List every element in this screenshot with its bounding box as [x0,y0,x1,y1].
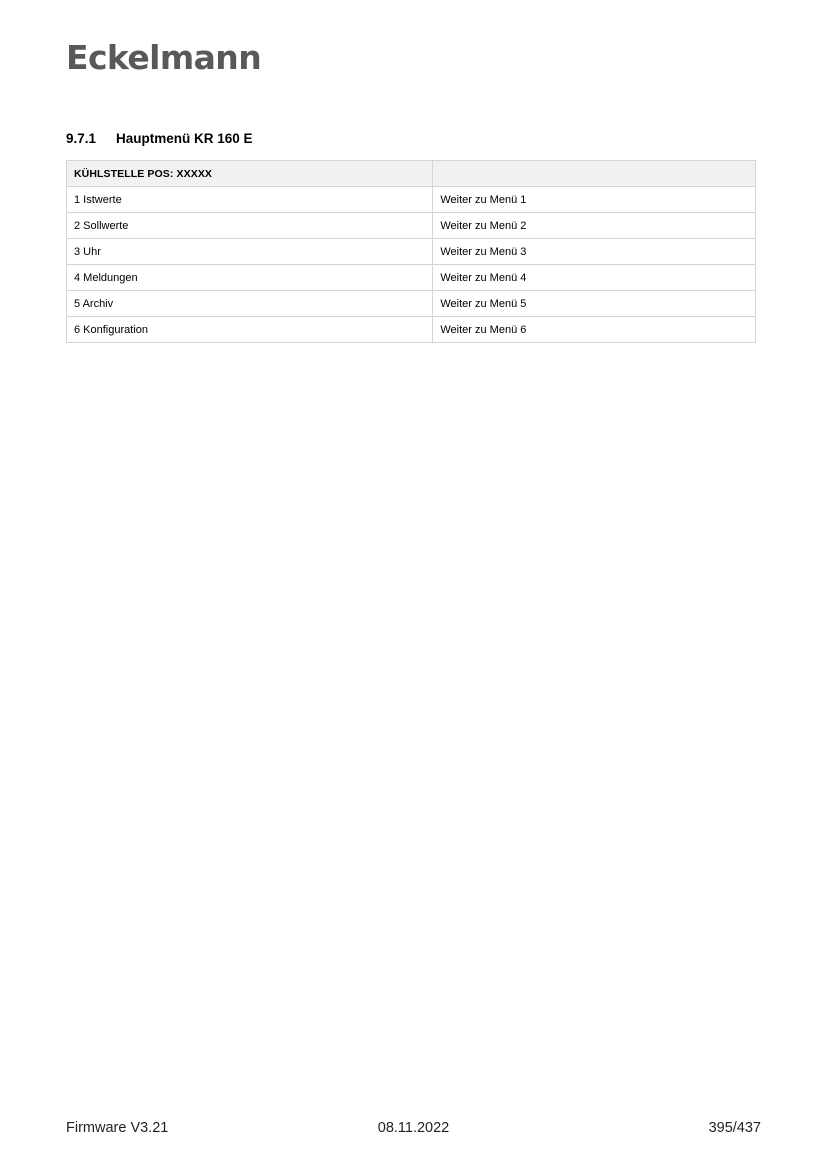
menu-entry-label: 6 Konfiguration [67,317,433,343]
page-footer [0,1120,827,1144]
menu-entry-action: Weiter zu Menü 1 [433,187,756,213]
menu-entry-label: 5 Archiv [67,291,433,317]
table-row [67,213,756,239]
table-row [67,187,756,213]
section-heading [66,131,253,146]
section-title: Hauptmenü KR 160 E [116,131,253,146]
table-header-cell-blank [433,161,756,187]
menu-entry-label: 3 Uhr [67,239,433,265]
table-row [67,291,756,317]
footer-page-number: 395/437 [708,1120,761,1136]
table-header [67,161,756,187]
menu-entry-action: Weiter zu Menü 5 [433,291,756,317]
main-menu-table [66,160,756,343]
company-logo: Eckelmann [66,38,262,77]
menu-entry-label: 2 Sollwerte [67,213,433,239]
section-number: 9.7.1 [66,131,97,146]
table-row [67,265,756,291]
table-body [67,187,756,343]
menu-entry-action: Weiter zu Menü 4 [433,265,756,291]
footer-inner [66,1120,761,1144]
menu-entry-action: Weiter zu Menü 2 [433,213,756,239]
footer-date: 08.11.2022 [377,1120,450,1136]
menu-entry-action: Weiter zu Menü 6 [433,317,756,343]
table-row [67,239,756,265]
footer-firmware-version: Firmware V3.21 [66,1120,169,1136]
menu-entry-action: Weiter zu Menü 3 [433,239,756,265]
menu-entry-label: 4 Meldungen [67,265,433,291]
menu-entry-label: 1 Istwerte [67,187,433,213]
table-header-row [67,161,756,187]
table-row [67,317,756,343]
table-header-cell-position: KÜHLSTELLE POS: XXXXX [67,161,433,187]
